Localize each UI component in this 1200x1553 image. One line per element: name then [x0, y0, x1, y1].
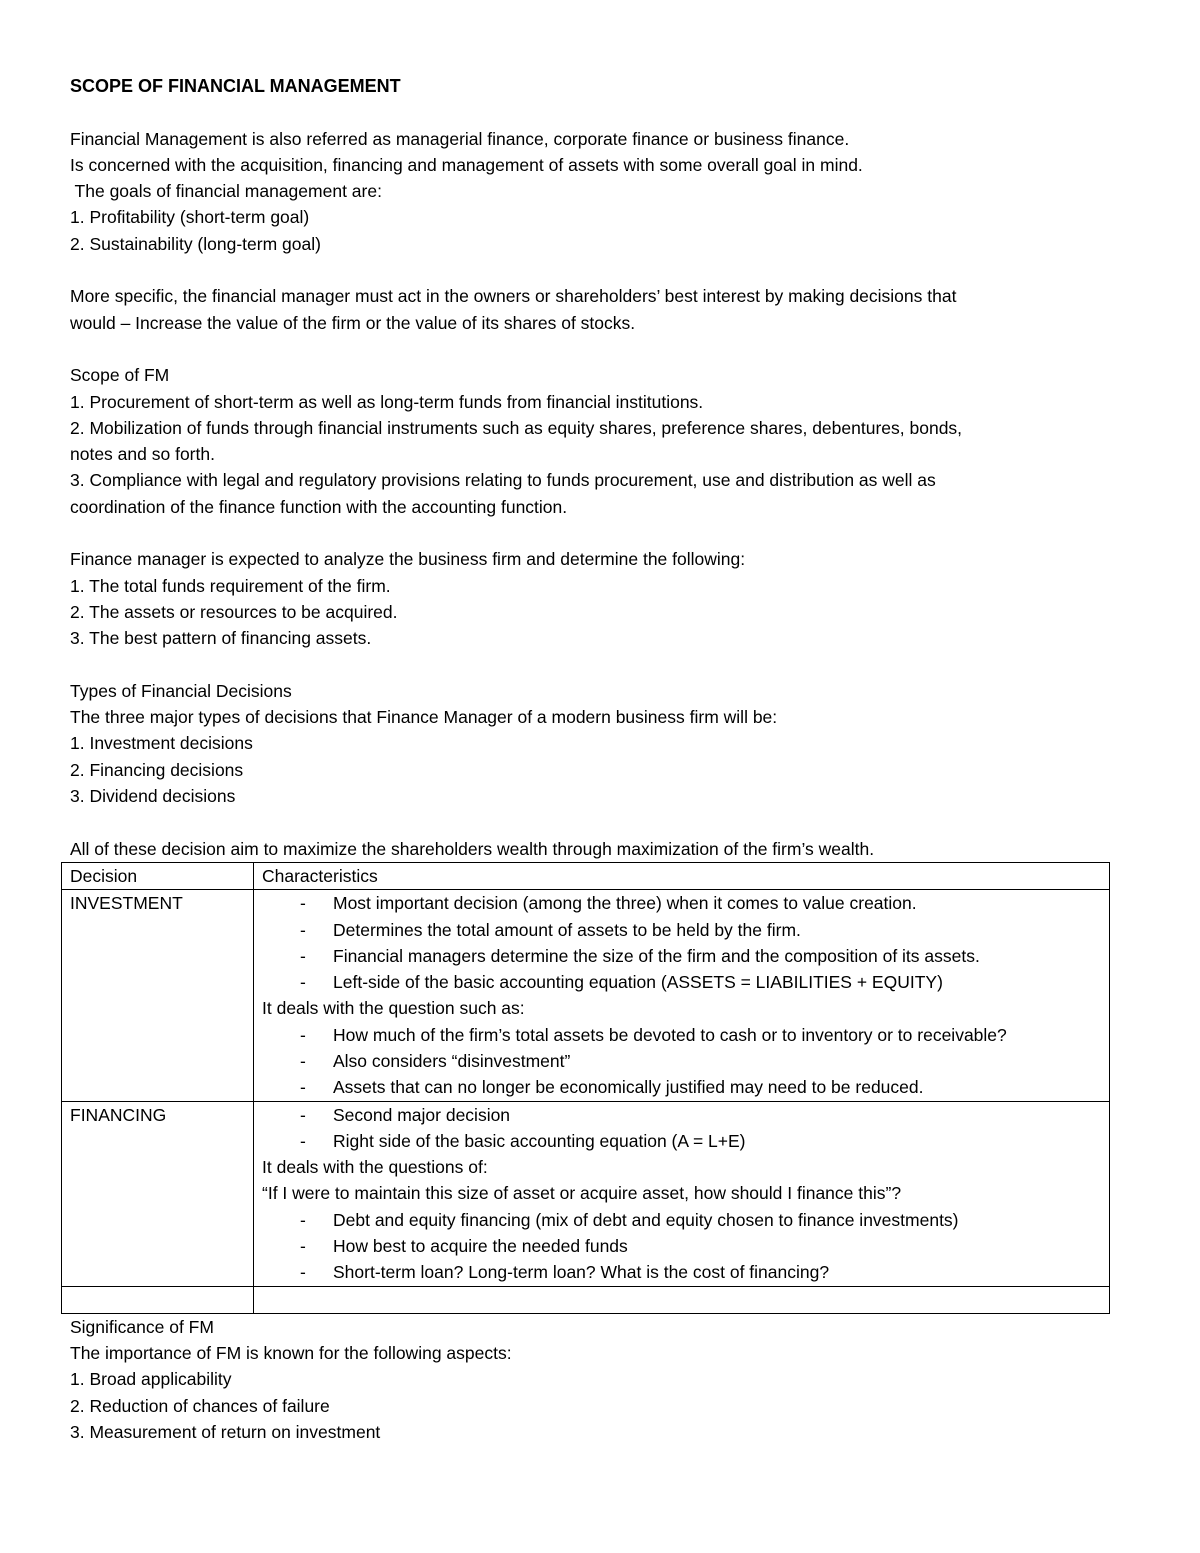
types-item: 2. Financing decisions — [70, 759, 244, 780]
types-intro: The three major types of decisions that Finance Manager of a modern business firm will be: — [70, 707, 778, 728]
table-row-investment — [62, 890, 1110, 1101]
dash-marker: - — [300, 1236, 306, 1257]
intro-line: Is concerned with the acquisition, financing and management of assets with some overall goal in mind. — [70, 154, 863, 175]
goal-item: 1. Profitability (short-term goal) — [70, 207, 310, 228]
scope-item: 1. Procurement of short-term as well as long-term funds from financial institutions. — [70, 391, 704, 412]
empty-cell — [62, 1286, 254, 1313]
dash-marker: - — [300, 1262, 306, 1283]
intro-paragraph — [70, 126, 1120, 257]
types-section — [70, 678, 1120, 809]
significance-item: 1. Broad applicability — [70, 1369, 232, 1390]
aim-sentence: All of these decision aim to maximize the shareholders wealth through maximization of the firm’s wealth. — [70, 838, 875, 859]
list-item — [262, 943, 1109, 969]
table-row-empty — [62, 1286, 1110, 1313]
header-decision: Decision — [62, 862, 254, 889]
list-item — [262, 890, 1109, 916]
scope-item: notes and so forth. — [70, 444, 215, 465]
specific-line: would – Increase the value of the firm or the value of its shares of stocks. — [70, 312, 636, 333]
list-item — [262, 1048, 1109, 1074]
list-item-text: Also considers “disinvestment” — [333, 1050, 571, 1071]
scope-item: 2. Mobilization of funds through financial instruments such as equity shares, preference shares, debentures, bonds, — [70, 417, 963, 438]
intro-line: Financial Management is also referred as managerial finance, corporate finance or business finance. — [70, 128, 850, 149]
dash-marker: - — [300, 1050, 306, 1071]
list-item — [262, 1233, 1109, 1259]
list-item-text: Second major decision — [333, 1104, 511, 1125]
list-item — [262, 1074, 1109, 1100]
list-item-text: Most important decision (among the three) when it comes to value creation. — [333, 893, 917, 914]
list-item-text: Determines the total amount of assets to be held by the firm. — [333, 919, 801, 940]
scope-heading: Scope of FM — [70, 365, 170, 386]
table-row-financing — [62, 1101, 1110, 1286]
scope-item: 3. Compliance with legal and regulatory provisions relating to funds procurement, use and distribution as well as — [70, 470, 936, 491]
dash-marker: - — [300, 1024, 306, 1045]
scope-section — [70, 362, 1120, 520]
dash-marker: - — [300, 1104, 306, 1125]
dash-marker: - — [300, 1130, 306, 1151]
page-title: SCOPE OF FINANCIAL MANAGEMENT — [70, 76, 401, 96]
list-item — [262, 1259, 1109, 1285]
header-characteristics: Characteristics — [254, 862, 1110, 889]
empty-cell — [254, 1286, 1110, 1313]
significance-intro: The importance of FM is known for the following aspects: — [70, 1342, 512, 1363]
financing-quote: “If I were to maintain this size of asset or acquire asset, how should I finance this”? — [262, 1183, 902, 1204]
list-item-text: How much of the firm’s total assets be devoted to cash or to inventory or to receivable? — [333, 1024, 1007, 1045]
analyze-heading: Finance manager is expected to analyze the business firm and determine the following: — [70, 549, 746, 570]
significance-section — [70, 1314, 1120, 1445]
significance-item: 2. Reduction of chances of failure — [70, 1395, 330, 1416]
financing-lead: It deals with the questions of: — [262, 1157, 488, 1178]
list-item-text: Left-side of the basic accounting equation (ASSETS = LIABILITIES + EQUITY) — [333, 972, 943, 993]
document-page — [70, 73, 1120, 1445]
list-item — [262, 917, 1109, 943]
analyze-item: 3. The best pattern of financing assets. — [70, 628, 372, 649]
dash-marker: - — [300, 1209, 306, 1230]
significance-heading: Significance of FM — [70, 1316, 214, 1337]
table-header-row — [62, 862, 1110, 889]
list-item-text: How best to acquire the needed funds — [333, 1236, 628, 1257]
list-item — [262, 969, 1109, 995]
list-item-text: Debt and equity financing (mix of debt and equity chosen to finance investments) — [333, 1209, 959, 1230]
dash-marker: - — [300, 1077, 306, 1098]
list-item — [262, 1022, 1109, 1048]
types-item: 3. Dividend decisions — [70, 786, 236, 807]
analyze-item: 1. The total funds requirement of the firm. — [70, 575, 391, 596]
investment-characteristics — [254, 890, 1110, 1101]
types-heading: Types of Financial Decisions — [70, 680, 292, 701]
list-item — [262, 1128, 1109, 1154]
list-item-text: Right side of the basic accounting equation (A = L+E) — [333, 1130, 746, 1151]
dash-marker: - — [300, 893, 306, 914]
dash-marker: - — [300, 972, 306, 993]
dash-marker: - — [300, 945, 306, 966]
dash-marker: - — [300, 919, 306, 940]
intro-line: The goals of financial management are: — [70, 181, 382, 202]
list-item — [262, 1102, 1109, 1128]
list-item-text: Financial managers determine the size of the firm and the composition of its assets. — [333, 945, 980, 966]
financing-characteristics — [254, 1101, 1110, 1286]
investment-lead: It deals with the question such as: — [262, 998, 525, 1019]
decisions-table — [61, 862, 1110, 1314]
types-item: 1. Investment decisions — [70, 733, 253, 754]
financing-label: FINANCING — [62, 1101, 254, 1286]
list-item-text: Short-term loan? Long-term loan? What is the cost of financing? — [333, 1262, 830, 1283]
specific-paragraph — [70, 283, 1120, 336]
analyze-section — [70, 546, 1120, 651]
analyze-item: 2. The assets or resources to be acquired. — [70, 601, 398, 622]
scope-item: coordination of the finance function with the accounting function. — [70, 496, 568, 517]
goal-item: 2. Sustainability (long-term goal) — [70, 233, 321, 254]
list-item-text: Assets that can no longer be economically justified may need to be reduced. — [333, 1077, 924, 1098]
specific-line: More specific, the financial manager must act in the owners or shareholders’ best interest by making decisions that — [70, 286, 957, 307]
list-item — [262, 1207, 1109, 1233]
investment-label: INVESTMENT — [62, 890, 254, 1101]
significance-item: 3. Measurement of return on investment — [70, 1421, 381, 1442]
